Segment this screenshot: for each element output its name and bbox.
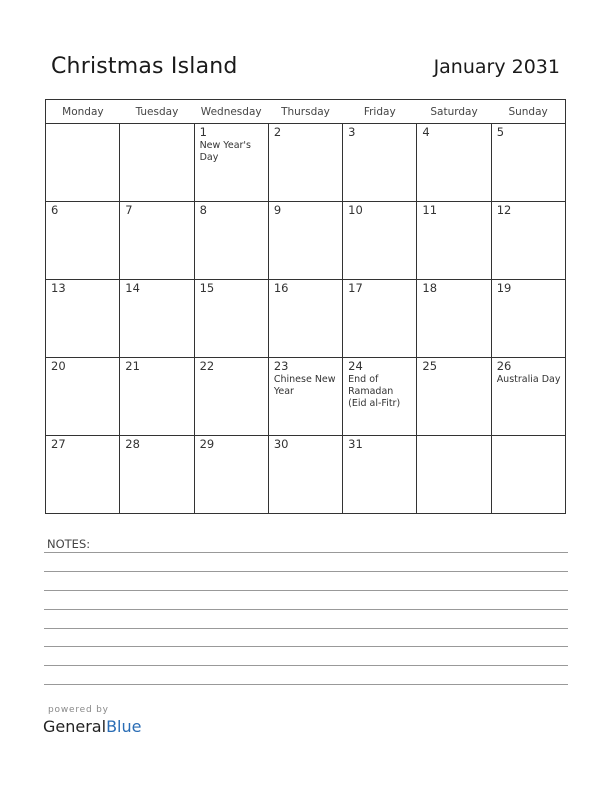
day-cell <box>268 358 342 436</box>
day-number: 6 <box>51 203 59 217</box>
region-title: Christmas Island <box>51 54 238 79</box>
day-cell <box>268 436 342 514</box>
day-number: 27 <box>51 437 66 451</box>
day-number: 15 <box>199 281 215 295</box>
day-cell <box>194 124 268 202</box>
day-number: 3 <box>348 125 356 139</box>
day-cell <box>343 436 417 514</box>
weekday-header: Tuesday <box>120 100 194 124</box>
holiday-label: New Year's Day <box>199 140 251 163</box>
notes-line <box>44 590 568 591</box>
weekday-header: Wednesday <box>194 100 268 124</box>
holiday-label: End of Ramadan (Eid al-Fitr) <box>348 374 401 409</box>
weekday-header: Thursday <box>268 100 342 124</box>
week-row <box>46 358 566 436</box>
notes-line <box>44 665 568 666</box>
day-cell <box>268 124 342 202</box>
day-cell <box>491 202 565 280</box>
day-cell <box>491 124 565 202</box>
day-number: 5 <box>496 125 505 139</box>
day-number: 31 <box>348 437 363 451</box>
day-number: 22 <box>199 359 215 373</box>
weekday-header-row <box>46 100 566 124</box>
month-year-title: January 2031 <box>433 56 560 78</box>
brand-logo-blue: Blue <box>106 717 142 736</box>
day-cell <box>120 124 194 202</box>
day-number: 14 <box>125 281 140 295</box>
day-number: 11 <box>422 203 438 217</box>
day-number: 1 <box>199 125 207 139</box>
day-number: 9 <box>273 203 282 217</box>
day-number: 23 <box>273 359 289 373</box>
day-cell <box>268 280 342 358</box>
day-cell <box>46 280 120 358</box>
day-cell <box>491 280 565 358</box>
notes-line <box>44 646 568 647</box>
day-cell <box>46 202 120 280</box>
day-cell <box>343 358 417 436</box>
weekday-header: Saturday <box>417 100 491 124</box>
notes-line <box>44 628 568 629</box>
day-number: 20 <box>51 359 66 373</box>
day-cell <box>46 124 120 202</box>
day-cell <box>491 358 565 436</box>
day-cell <box>417 358 491 436</box>
day-number: 21 <box>125 359 140 373</box>
calendar-grid <box>45 99 566 514</box>
day-number: 12 <box>496 203 512 217</box>
day-cell <box>120 202 194 280</box>
day-cell <box>417 202 491 280</box>
day-cell <box>194 358 268 436</box>
holiday-label: Australia Day <box>496 374 561 385</box>
brand-logo-general: General <box>43 717 107 736</box>
weekday-header: Monday <box>46 100 120 124</box>
day-number: 4 <box>422 125 430 139</box>
powered-by-text: powered by <box>48 705 109 715</box>
day-number: 24 <box>348 359 363 373</box>
day-number: 29 <box>199 437 215 451</box>
day-number: 18 <box>422 281 438 295</box>
day-cell <box>120 358 194 436</box>
day-cell <box>120 436 194 514</box>
day-number: 30 <box>273 437 289 451</box>
day-cell <box>491 436 565 514</box>
day-cell <box>194 436 268 514</box>
week-row <box>46 202 566 280</box>
day-number: 7 <box>125 203 133 217</box>
day-cell <box>417 124 491 202</box>
weekday-header: Friday <box>343 100 417 124</box>
day-number: 16 <box>273 281 289 295</box>
notes-line <box>44 571 568 572</box>
day-cell <box>343 124 417 202</box>
day-number: 26 <box>496 359 512 373</box>
day-number: 2 <box>273 125 282 139</box>
brand-logo <box>43 717 141 736</box>
day-cell <box>194 280 268 358</box>
day-number: 10 <box>348 203 363 217</box>
day-number: 8 <box>199 203 207 217</box>
holiday-label: Chinese New Year <box>273 374 336 397</box>
day-number: 17 <box>348 281 363 295</box>
day-cell <box>343 280 417 358</box>
day-cell <box>268 202 342 280</box>
day-number: 19 <box>496 281 512 295</box>
day-cell <box>120 280 194 358</box>
day-number: 13 <box>51 281 66 295</box>
notes-label: NOTES: <box>47 537 91 551</box>
week-row <box>46 124 566 202</box>
day-cell <box>194 202 268 280</box>
weekday-header: Sunday <box>491 100 565 124</box>
day-cell <box>417 436 491 514</box>
day-cell <box>343 202 417 280</box>
day-cell <box>46 436 120 514</box>
day-number: 28 <box>125 437 140 451</box>
week-row <box>46 436 566 514</box>
day-cell <box>417 280 491 358</box>
day-cell <box>46 358 120 436</box>
day-number: 25 <box>422 359 438 373</box>
notes-line <box>44 552 568 553</box>
week-row <box>46 280 566 358</box>
notes-line <box>44 609 568 610</box>
notes-line <box>44 684 568 685</box>
calendar-body <box>46 124 566 514</box>
